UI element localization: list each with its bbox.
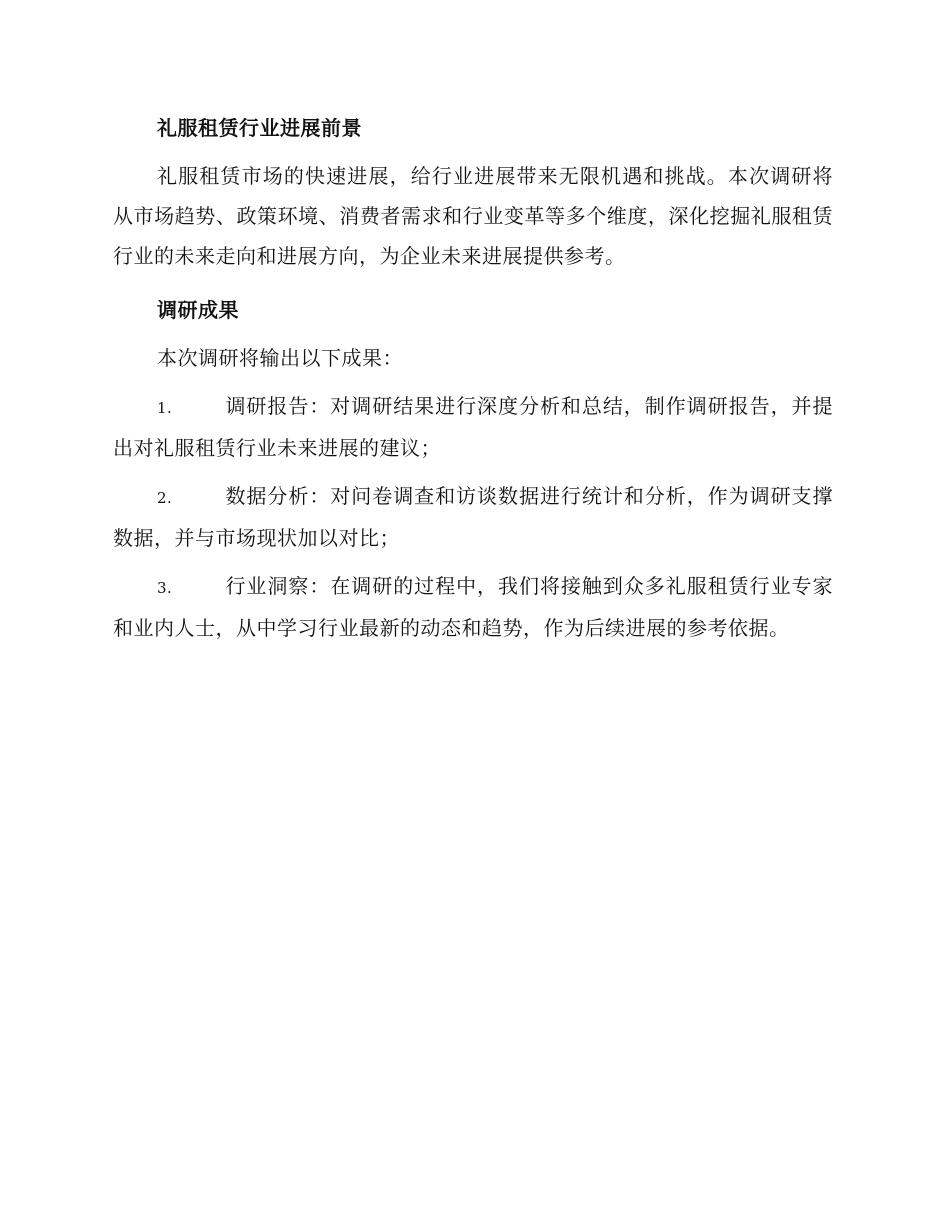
list-item [113, 476, 833, 558]
list-number: 2. [157, 489, 173, 507]
results-intro: 本次调研将输出以下成果： [157, 346, 403, 370]
section-heading-results: 调研成果 [157, 298, 239, 322]
list-text: 调研报告：对调研结果进行深度分析和总结，制作调研报告，并提出对礼服租赁行业未来进展的建议； [113, 394, 833, 460]
section-heading-prospects: 礼服租赁行业进展前景 [157, 116, 362, 140]
list-number: 1. [157, 399, 173, 417]
prospects-paragraph: 礼服租赁市场的快速进展，给行业进展带来无限机遇和挑战。本次调研将从市场趋势、政策环境、消费者需求和行业变革等多个维度，深化挖掘礼服租赁行业的未来走向和进展方向，为企业未来进展提供参考。 [113, 164, 833, 268]
list-item [113, 566, 833, 648]
document-body [113, 108, 833, 656]
list-number: 3. [157, 579, 173, 597]
list-text: 数据分析：对问卷调查和访谈数据进行统计和分析，作为调研支撑数据，并与市场现状加以对比； [113, 484, 833, 550]
list-text: 行业洞察：在调研的过程中，我们将接触到众多礼服租赁行业专家和业内人士，从中学习行业最新的动态和趋势，作为后续进展的参考依据。 [113, 574, 833, 640]
list-item [113, 386, 833, 468]
